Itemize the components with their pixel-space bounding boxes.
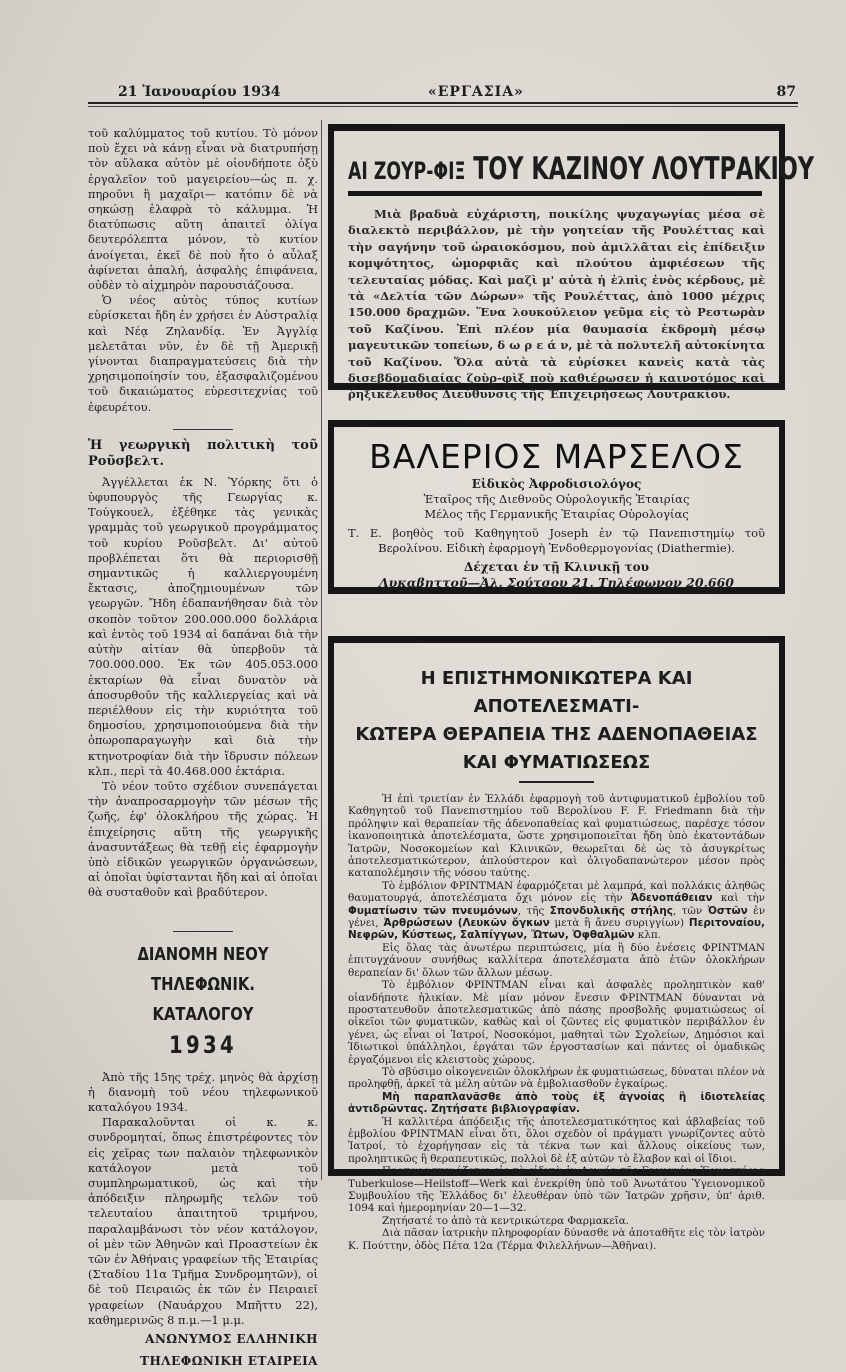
title-line: Η ΕΠΙΣΤΗΜΟΝΙΚΩΤΕΡΑ ΚΑΙ ΑΠΟΤΕΛΕΣΜΑΤΙ- bbox=[420, 668, 693, 717]
doctor-credential: Τ. Ε. βοηθὸς τοῦ Καθηγητοῦ Joseph ἐν τῷ Πανεπιστημίῳ τοῦ Βερολίνου. Εἰδικὴ ἐφαρμογὴ Ἐνδοθερμογονίας (Diathermie). bbox=[348, 526, 765, 555]
roosevelt-article-heading: Ἡ γεωργικὴ πολιτικὴ τοῦ Ροῦσβελτ. bbox=[88, 437, 318, 469]
divider bbox=[173, 931, 233, 932]
ad-paragraph: Ἡ ἐπὶ τριετίαν ἐν Ἑλλάδι ἐφαρμογὴ τοῦ ἀντιφυματικοῦ ἐμβολίου τοῦ Καθηγητοῦ τοῦ Πανεπιστημίου τοῦ Βερολίνου F. F. Friedmann διὰ τὴν πρόληψιν καὶ θεραπείαν τῆς ἀδενοπαθείας καὶ φυματιώσεως, παρέσχε τόσον ἱκανοποιητικὰ ἀποτελέσματα, ὥστε χρησιμοποιεῖται ἤδη ὑπὸ ἑκατοντάδων Ἰατρῶν, Νοσοκομείων καὶ Κλινικῶν, θεωρεῖται δὲ ὡς τὸ ἀσυγκρίτως ἀποτελεσματικώτερον, ἁπλούστερον καὶ ὀλιγοδαπανώτερον μέσον πρὸς καταπολέμησιν τῆς νόσου ταύτης. bbox=[348, 793, 765, 880]
title-small: ΑΙ ΖΟΥΡ-ΦΙΞ bbox=[348, 157, 466, 185]
notice-signature bbox=[88, 1328, 318, 1372]
title-line: ΚΩΤΕΡΑ ΘΕΡΑΠΕΙΑ ΤΗΣ ΑΔΕΝΟΠΑΘΕΙΑΣ bbox=[355, 724, 758, 745]
article-continuation: τοῦ καλύμματος τοῦ κυτίου. Τὸ μόνον ποὺ ἔχει νὰ κάνῃ εἶναι νὰ διατρυπήσῃ τὸν αὔλακα αὐτὸν μὲ οἱονδήποτε ὀξὺ ἐργαλεῖον τοῦ μαγειρείου—ὡς π. χ. πηροῦνι ἢ μαχαῖρι— κατόπιν δὲ νὰ σηκώσῃ ἐλαφρὰ τὸ κάλυμμα. Ἡ διατύπωσις αὕτη ἀπαιτεῖ ὀλίγα δευτερόλεπτα μόνον, τὸ κυτίον ἀνοίγεται, ἐκεῖ δὲ ποὺ ἦτο ὁ αὖλαξ ἀφίνεται ἁπαλή, ἀσφαλὴς ἐπιφάνεια, οὐδὲν τὸ αἰχμηρὸν παρουσιάζουσα. bbox=[88, 126, 318, 293]
heading-line: ΤΗΛΕΦΩΝΙΚ. ΚΑΤΑΛΟΓΟΥ bbox=[151, 973, 255, 1025]
notice-paragraph: Ἀπὸ τῆς 15ης τρέχ. μηνὸς θὰ ἀρχίσῃ ἡ διανομὴ τοῦ νέου τηλεφωνικοῦ καταλόγου 1934. bbox=[88, 1069, 318, 1114]
divider bbox=[519, 781, 594, 783]
ad-warning: Μὴ παραπλανᾶσθε ἀπὸ τοὺς ἐξ ἀγνοίας ἢ ἰδιοτελείας ἀντιδρῶντας. Ζητήσατε βιβλιογραφίαν. bbox=[348, 1090, 765, 1116]
casino-ad-body: Μιὰ βραδυὰ εὐχάριστη, ποικίλης ψυχαγωγίας μέσα σὲ διαλεκτὸ περιβάλλον, μὲ τὴν γοητείαν τῆς Ρουλέττας καὶ τὴν σαγήνην τοῦ ὡραιοκόσμου, ποὺ ἁμιλλᾶται εἰς ἐπίδειξιν κομψότητος, ὠμορφιᾶς καὶ πλούτου ἀμφιέσεων τῆς τελευταίας μόδας. Καὶ μαζὶ μ' αὐτὰ ἡ ἐλπὶς ἑνὸς κέρδους, μὲ τὰ «Δελτία τῶν Δώρων» τῆς Ρουλέττας, ἀπὸ 1000 μέχρις 150.000 δραχμῶν. Ἕνα λουκούλειον γεῦμα εἰς τὸ Ρεστωρὰν τοῦ Καζίνου. Ἐπὶ πλέον μία θαυμασία ἐκδρομὴ μέσῳ μαγευτικῶν τοπείων, δ ω ρ ε ά ν, μὲ τὰ πολυτελῆ αὐτοκίνητα τοῦ Καζίνου. Ὅλα αὐτὰ τὰ εὑρίσκει κανεὶς κατὰ τὰς δισεβδομαδιαίας ζοὺρ-φὶξ ποὺ καθιέρωσεν ἡ καινοτόμος καὶ ῥηξικέλευθος Διεύθυνσις τῆς Ἐπιχειρήσεως Λουτρακίου. bbox=[348, 207, 765, 402]
ad-paragraph: Τὸ ἐμβόλιον ΦΡΙΝΤΜΑΝ ἐφαρμόζεται μὲ λαμπρά, καὶ πολλάκις ἀληθῶς θαυματουργά, ἀποτελέσματα ὄχι μόνον εἰς τὴν Ἀδενοπάθειαν καὶ τὴν Φυματίωσιν τῶν πνευμόνων, τῆς Σπονδυλικῆς στήλης, τῶν Ὀστῶν ἐν γένει, Ἀρθρώσεων (Λευκῶν ὄγκων μετὰ ἢ ἄνευ συριγγίων) Περιτοναίου, Νεφρῶν, Κύστεως, Σαλπίγγων, Ὤτων, Ὀφθαλμῶν κλπ. bbox=[348, 879, 766, 942]
ad-paragraph: Προπαρασκευάζεται εἰς τὰ εἰδικὰ ἐν Λειψίᾳ τῆς Γερμανίας Ἐργαστήρια Tuberkulose—Heilstoff—Werk καὶ ἐνεκρίθη ὑπὸ τοῦ Ἀνωτάτου Ὑγειονομικοῦ Συμβουλίου τῆς Ἑλλάδος δι' ἐλευθέραν ὑπὸ τῶν Ἰατρῶν χρῆσιν, ὑπ' ἀριθ. 1094 καὶ ἡμερομηνίαν 20—1—32. bbox=[348, 1165, 765, 1215]
ad-paragraph: Ζητήσατέ το ἀπὸ τὰ κεντρικώτερα Φαρμακεῖα. bbox=[382, 1214, 630, 1227]
doctor-specialty: Εἰδικὸς Ἀφροδισιολόγος bbox=[471, 477, 642, 491]
vaccine-advertisement bbox=[328, 636, 785, 1252]
page-number: 87 bbox=[776, 84, 796, 100]
ad-paragraph: Εἰς ὅλας τὰς ἀνωτέρω περιπτώσεις, μία ἢ δύο ἐνέσεις ΦΡΙΝΤΜΑΝ ἐπιτυγχάνουν συνήθως καλλίτερα ἀποτελέσματα ἀπὸ ἐτῶν ὁλοκλήρων θεραπείαν δι' ὅλων τῶν ἄλλων μέσων. bbox=[348, 941, 765, 979]
issue-date: 21 Ἰανουαρίου 1934 bbox=[118, 84, 281, 100]
notice-paragraph: Παρακαλοῦνται οἱ κ. κ. συνδρομηταί, ὅπως ἐπιστρέφοντες τὸν εἰς χεῖρας των παλαιὸν τηλεφωνικὸν κατάλογον μετὰ τοῦ συμπληρωματικοῦ, ὡς καὶ τὴν ἀπόδειξιν πληρωμῆς τελῶν τοῦ τελευταίου ἀπαιτητοῦ τριμήνου, παραλαμβάνωσι τὸν νέον κατάλογον, οἱ μὲν τῶν Ἀθηνῶν καὶ Προαστείων ἐκ τῶν ἐν Ἀθήναις γραφείων τῆς Ἑταιρίας (Σταδίου 11α Τμῆμα Συνδρομητῶν), οἱ δὲ τοῦ Πειραιῶς ἐκ τῶν ἐν Πειραιεῖ γραφείων (Ναυάρχου Μπῆττυ 22), καθημερινῶς 8 π.μ.—1 μ.μ. bbox=[88, 1115, 318, 1327]
doctor-clinic: Δέχεται ἐν τῇ Κλινικῇ του bbox=[464, 560, 649, 574]
phone-directory-heading bbox=[109, 940, 298, 1060]
title-large: ΤΟΥ ΚΑΖΙΝΟΥ ΛΟΥΤΡΑΚΙΟΥ bbox=[473, 151, 814, 187]
ad-paragraph: Ἡ καλλιτέρα ἀπόδειξις τῆς ἀποτελεσματικότητος καὶ ἀβλαβείας τοῦ ἐμβολίου ΦΡΙΝΤΜΑΝ εἶναι ὅτι, ὅλοι σχεδὸν οἱ πράγματι γνωρίζοντες αὐτὸ Ἰατροί, τὸ ἐχορήγησαν εἰς τὰ τέκνα των καὶ ἄλλους οἰκείους των, προληπτικῶς ἢ θεραπευτικῶς, πολλοὶ δὲ ἐξ αὐτῶν τὸ ἔλαβον καὶ οἱ ἴδιοι. bbox=[348, 1115, 765, 1165]
ad-paragraph: Τὸ ἐμβόλιον ΦΡΙΝΤΜΑΝ εἶναι καὶ ἀσφαλὲς προληπτικὸν καθ' οἱανδήποτε ἡλικίαν. Μὲ μίαν μόνον ἔνεσιν ΦΡΙΝΤΜΑΝ δύνανται νὰ προστατευθοῦν ἀποτελεσματικῶς ἀπὸ πάσης προσβολῆς φυματιώσεως οἱ οἰκεῖοι τῶν φυματικῶν, καθὼς καὶ οἱ ζῶντες εἰς φυματικὸν περιβάλλον ἐν γένει, ὡς εἶναι οἱ Ἰατροί, Νοσοκόμοι, μαθηταὶ τῶν Σχολείων, Δημόσιοι καὶ Ἰδιωτικοὶ ὑπάλληλοι, ἐργάται τῶν ἐργοστασίων καὶ πάντες οἱ ὁμαδικῶς ἐργαζόμενοι εἰς κλειστοὺς χώρους. bbox=[348, 979, 765, 1066]
header-rule-thin bbox=[88, 106, 798, 107]
heading-line: ΔΙΑΝΟΜΗ ΝΕΟΥ bbox=[137, 943, 269, 965]
signature-line: ΤΗΛΕΦΩΝΙΚΗ ΕΤΑΙΡΕΙΑ bbox=[140, 1354, 318, 1368]
doctor-name: ΒΑΛΕΡΙΟΣ ΜΑΡΣΕΛΟΣ bbox=[369, 437, 744, 476]
heading-year: 1934 bbox=[169, 1030, 237, 1059]
doctor-advertisement bbox=[328, 420, 785, 594]
vaccine-ad-title bbox=[348, 665, 765, 777]
article-paragraph: Ἀγγέλλεται ἐκ Ν. Ὑόρκης ὅτι ὁ ὑφυπουργὸς τῆς Γεωργίας κ. Τούγκουελ, ἐξέθηκε τὰς γενικὰς γραμμὰς τοῦ γεωργικοῦ προγράμματος τοῦ κυρίου Ροῦσβελτ. Δι' αὐτοῦ προβλέπεται ὅτι θὰ περιορισθῇ σημαντικῶς ἡ καλλιεργουμένη ἔκτασις, ἀποζημιουμένων τῶν γεωργῶν. Ἤδη ἐδαπανήθησαν διὰ τὸν σκοπὸν τοῦτον 200.000.000 δολλάρια καὶ ἐντὸς τοῦ 1934 αἱ δαπάναι διὰ τὴν αὐτὴν αἰτίαν θὰ ὑπερβοῦν τὰ 700.000.000. Ἐκ τῶν 405.053.000 ἑκταρίων θὰ εἶναι δυνατὸν νὰ ἀποσυρθοῦν τῆς καλλιεργείας καὶ νὰ περιέλθουν εἰς τὴν κυριότητα τοῦ δημοσίου, χρησιμοποιούμενα διὰ τὴν ὀπωροπαραγωγὴν καὶ διὰ τὴν κτηνοτροφίαν διὰ τὴν ἵδρυσιν πόλεων κλπ., περὶ τὰ 40.468.000 ἑκτάρια. bbox=[88, 474, 318, 778]
ad-paragraph: Διὰ πᾶσαν ἰατρικὴν πληροφορίαν δύνασθε νὰ ἀποταθῆτε εἰς τὸν ἰατρὸν Κ. Πούττην, ὁδὸς Πέτα 12α (Τέρμα Φιλελλήνων—Ἀθῆναι). bbox=[348, 1227, 765, 1252]
doctor-address: Λυκαβηττοῦ—Ἀλ. Σούτσου 21. Τηλέφωνον 20.660 bbox=[378, 575, 735, 590]
doctor-credential: Ἑταῖρος τῆς Διεθνοῦς Οὐρολογικῆς Ἑταιρίας bbox=[423, 492, 690, 506]
article-paragraph: Τὸ νέον τοῦτο σχέδιον συνεπάγεται τὴν ἀναπροσαρμογὴν τῶν μέσων τῆς ζωῆς, ἐφ' ὁλοκλήρου τῆς χώρας. Ἡ ἐπιχείρησις αὕτη τῆς γεωργικῆς ἀνασυντάξεως θὰ τεθῇ εἰς ἐφαρμογὴν ὑπὸ εἰδικῶν γεωργικῶν ὀργανώσεων, αἱ ὁποῖαι ὑφίστανται ἤδη καὶ αἱ ὁποῖαι θὰ συσταθοῦν καὶ βραδύτερον. bbox=[88, 778, 318, 900]
title-line: ΚΑΙ ΦΥΜΑΤΙΩΣΕΩΣ bbox=[462, 752, 651, 773]
article-paragraph: Ὁ νέος αὐτὸς τύπος κυτίων εὑρίσκεται ἤδη ἐν χρήσει ἐν Αὐστραλίᾳ καὶ Νέᾳ Ζηλανδίᾳ. Ἐν Ἀγγλίᾳ μελετᾶται νῦν, ἐν δὲ τῇ Ἀμερικῇ γίνονται διαπραγματεύσεις διὰ τὴν χρησιμοποίησίν του, ἐξασφαλιζομένου τοῦ δικαιώματος εὑρεσιτεχνίας τοῦ ἐφευρέτου. bbox=[88, 293, 318, 414]
casino-ad-title bbox=[348, 151, 814, 196]
ad-paragraph: Τὸ σβύσιμο οἰκογενειῶν ὁλοκλήρων ἐκ φυματιώσεως, δύναται πλέον νὰ προληφθῇ, ἀρκεῖ τὰ μέλη αὐτῶν νὰ ἐμβολιασθοῦν ἐγκαίρως. bbox=[348, 1065, 765, 1091]
signature-line: ΑΝΩΝΥΜΟΣ ΕΛΛΗΝΙΚΗ bbox=[145, 1332, 318, 1346]
casino-advertisement bbox=[328, 124, 814, 402]
doctor-credential: Μέλος τῆς Γερμανικῆς Ἑταιρίας Οὐρολογίας bbox=[424, 507, 689, 521]
left-column bbox=[88, 126, 318, 1372]
newspaper-title: «ΕΡΓΑΣΙΑ» bbox=[428, 84, 524, 100]
page-header bbox=[88, 84, 798, 102]
header-rule bbox=[88, 102, 798, 104]
column-divider bbox=[321, 120, 322, 1180]
divider bbox=[173, 429, 233, 430]
